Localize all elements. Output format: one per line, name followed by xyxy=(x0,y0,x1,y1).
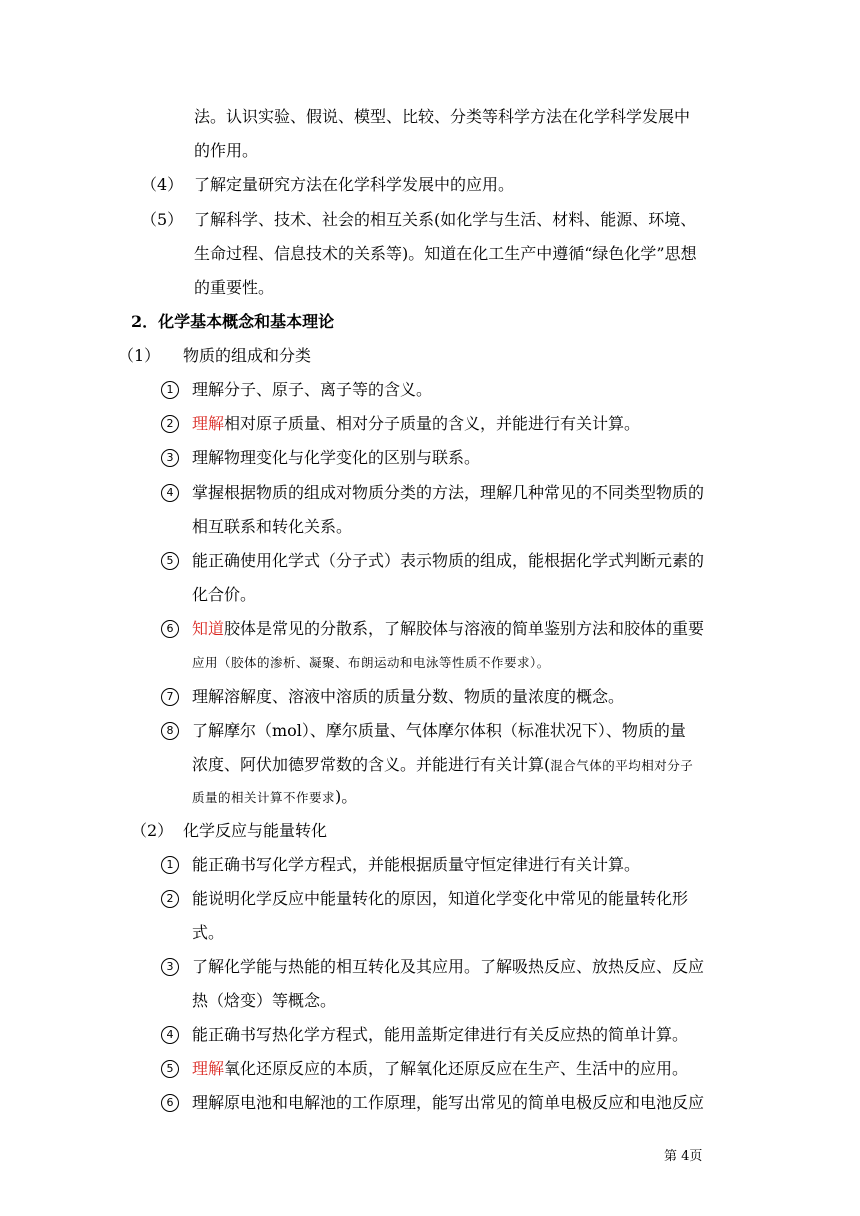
item-1-text: 理解分子、原子、离子等的含义。 xyxy=(192,380,433,399)
intro-line-2: 的作用。 xyxy=(194,141,259,160)
item-7-circle-number: 7 xyxy=(161,688,179,706)
item-8-line-2a: 浓度、阿伏加德罗常数的含义。并能进行有关计算( xyxy=(192,755,551,774)
s2-item-1-text: 能正确书写化学方程式，并能根据质量守恒定律进行有关计算。 xyxy=(192,855,641,874)
item-3-circle-number: 3 xyxy=(161,449,179,467)
s2-item-2-line-1: 能说明化学反应中能量转化的原因，知道化学变化中常见的能量转化形 xyxy=(192,889,689,908)
item-7-text: 理解溶解度、溶液中溶质的质量分数、物质的量浓度的概念。 xyxy=(192,687,625,706)
item-5b-circle-number: 5 xyxy=(161,552,179,570)
item-1-circle-number: 1 xyxy=(161,381,179,399)
item-2-line xyxy=(192,413,640,435)
item-6-highlight: 知道 xyxy=(192,619,225,638)
item-4b-circle-number: 4 xyxy=(161,484,179,502)
s2-item-6-text: 理解原电池和电解池的工作原理，能写出常见的简单电极反应和电池反应 xyxy=(192,1093,705,1112)
section-heading: 2．化学基本概念和基本理论 xyxy=(131,312,335,331)
item-8-circle-number: 8 xyxy=(161,722,179,740)
item-5-line-3: 的重要性。 xyxy=(194,278,275,297)
item-4b-line-1: 掌握根据物质的组成对物质分类的方法，理解几种常见的不同类型物质的 xyxy=(192,483,705,502)
item-4-text: 了解定量研究方法在化学科学发展中的应用。 xyxy=(194,175,515,194)
s2-item-5-text: 氧化还原反应的本质，了解氧化还原反应在生产、生活中的应用。 xyxy=(224,1059,689,1078)
item-6-line-1 xyxy=(192,618,704,640)
item-5b-line-2: 化合价。 xyxy=(192,585,257,604)
item-5-number: （5） xyxy=(141,210,184,229)
s2-item-4-circle-number: 4 xyxy=(161,1026,179,1044)
s2-item-5-circle-number: 5 xyxy=(161,1060,179,1078)
s2-item-3-line-1: 了解化学能与热能的相互转化及其应用。了解吸热反应、放热反应、反应 xyxy=(192,957,705,976)
subsection-1-number: （1） xyxy=(118,346,161,365)
s2-item-5-highlight: 理解 xyxy=(192,1059,225,1078)
item-8-line-3 xyxy=(192,786,357,809)
item-8-line-1: 了解摩尔（mol）、摩尔质量、气体摩尔体积（标准状况下）、物质的量 xyxy=(192,721,686,740)
item-6-text: 胶体是常见的分散系，了解胶体与溶液的简单鉴别方法和胶体的重要 xyxy=(224,619,705,638)
s2-item-6-circle-number: 6 xyxy=(161,1094,179,1112)
item-6-line-2: 应用（胶体的渗析、凝聚、布朗运动和电泳等性质不作要求）。 xyxy=(192,655,550,670)
item-5-line-2: 生命过程、信息技术的关系等)。知道在化工生产中遵循“绿色化学”思想 xyxy=(194,244,697,263)
s2-item-2-line-2: 式。 xyxy=(192,923,225,942)
page-number: 第 4页 xyxy=(664,1149,703,1164)
subsection-2-number: （2） xyxy=(131,821,174,840)
item-8-line-3a: 质量的相关计算不作要求 xyxy=(192,790,336,805)
intro-line-1: 法。认识实验、假说、模型、比较、分类等科学方法在化学科学发展中 xyxy=(194,107,691,126)
item-2-text: 相对原子质量、相对分子质量的含义，并能进行有关计算。 xyxy=(224,414,641,433)
item-8-line-2b: 混合气体的平均相对分子 xyxy=(550,758,694,773)
item-2-circle-number: 2 xyxy=(161,415,179,433)
s2-item-2-circle-number: 2 xyxy=(161,890,179,908)
s2-item-3-circle-number: 3 xyxy=(161,958,179,976)
item-4b-line-2: 相互联系和转化关系。 xyxy=(192,517,353,536)
item-8-line-2 xyxy=(192,754,693,777)
item-8-line-3b: )。 xyxy=(335,787,358,806)
s2-item-3-line-2: 热（焓变）等概念。 xyxy=(192,991,337,1010)
item-6-circle-number: 6 xyxy=(161,620,179,638)
item-5b-line-1: 能正确使用化学式（分子式）表示物质的组成，能根据化学式判断元素的 xyxy=(192,551,705,570)
item-4-number: （4） xyxy=(141,175,184,194)
subsection-1-title: 物质的组成和分类 xyxy=(183,346,312,365)
subsection-2-title: 化学反应与能量转化 xyxy=(183,821,328,840)
s2-item-4-text: 能正确书写热化学方程式，能用盖斯定律进行有关反应热的简单计算。 xyxy=(192,1025,689,1044)
item-2-highlight: 理解 xyxy=(192,414,225,433)
item-3-text: 理解物理变化与化学变化的区别与联系。 xyxy=(192,448,481,467)
s2-item-1-circle-number: 1 xyxy=(161,856,179,874)
s2-item-5-line xyxy=(192,1058,688,1080)
item-5-line-1: 了解科学、技术、社会的相互关系(如化学与生活、材料、能源、环境、 xyxy=(194,210,697,229)
